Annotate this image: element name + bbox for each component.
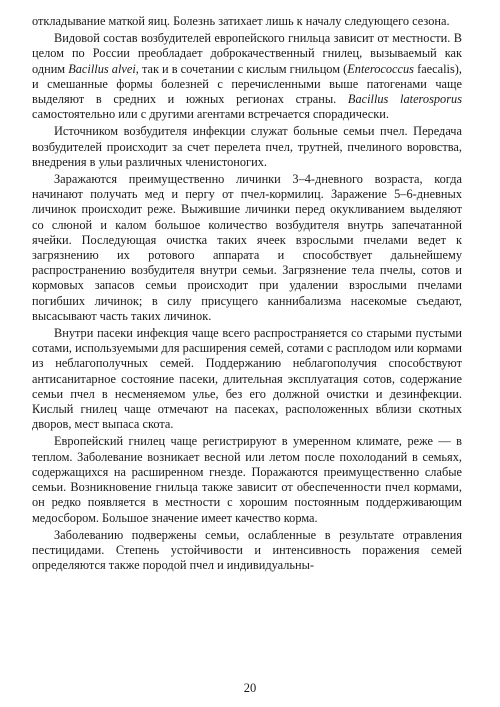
paragraph-continuation: [32, 14, 462, 29]
text-run: Видовой состав возбудителей европейского гнильца зависит от местности. В целом по России преобладает доброкачественный гнилец, вызываемый как одним: [32, 31, 462, 76]
text-run: Заболеванию подвержены семьи, ослабленные в результате отравления пестицидами. Степень устойчивости и интенсивность поражения семей определяются также породой пчел и индивидуальны-: [32, 527, 462, 573]
text-run: Заражаются преимущественно личинки 3–4-дневного возраста, когда начинают получать мед и пергу от пчел-кормилиц. Заражение 5–6-дневных личинок происходит реже. Выжившие личинки перед окукливанием выделяют со слюной и калом большое количество возбудителя внутрь запечатанной ячейки. Последующая очистка таких ячеек взрослыми пчелами ведет к загрязнению их ротового аппарата и способствует дальнейшему распространению возбудителя внутри семьи. Загрязнение тела пчелы, сотов и кормовых запасов семьи происходит при удалении взрослыми пчелами погибших личинок; в силу присущего каннибализма насекомые съедают, высасывают часть таких личинок.: [32, 172, 462, 323]
text-run: Внутри пасеки инфекция чаще всего распространяется со старыми пустыми сотами, используемыми для расширения семей, сотами с расплодом или кормами из неблагополучных семей. Поддержанию неблагополучия способствуют антисанитарное состояние пасеки, длительная эксплуатация сотов, содержание семьи пчел в несменяемом улье, без его должной очистки и дезинфекции. Кислый гнилец чаще отмечают на пасеках, расположенных вблизи скотных дворов, мест выпаса скота.: [32, 326, 462, 432]
paragraph-pathogen-species: [32, 31, 462, 122]
page-number: 20: [243, 681, 257, 695]
latin-species-name: Bacillus alvei: [68, 61, 136, 76]
latin-species-name: Enterococcus: [347, 61, 414, 76]
text-run: Европейский гнилец чаще регистрируют в умеренном климате, реже — в теплом. Заболевание возникает весной или летом после похолоданий в семьях, содержащихся на расширенном гнезде. Поражаются преимущественно слабые семьи. Возникновение гнильца также зависит от обеспеченности пчел кормами, он редко появляется в местности с хорошим постоянным поддерживающим медосбором. Большое значение имеет качество корма.: [32, 434, 462, 525]
text-run: самостоятельно или с другими агентами встречается спорадически.: [32, 107, 389, 122]
text-run: , так и в сочетании с кислым гнильцом (: [135, 61, 348, 76]
paragraph-apiary-spread: [32, 326, 462, 432]
latin-species-name: Bacillus laterosporus: [347, 92, 462, 107]
text-run: откладывание маткой яиц. Болезнь затихает лишь к началу следующего сезона.: [32, 14, 450, 28]
text-run: faecalis), и смешанные формы болезней с перечисленными выше патогенами чаще выделяют в средних и южных регионах страны.: [32, 61, 462, 107]
paragraph-larvae-infection: [32, 172, 462, 324]
paragraph-infection-source: [32, 124, 462, 170]
body-text: [32, 14, 462, 575]
text-run: Источником возбудителя инфекции служат больные семьи пчел. Передача возбудителей происходит за счет перелета пчел, трутней, пчелиного воровства, внедрения в ульи различных членистоногих.: [32, 124, 462, 169]
paragraph-climate: [32, 434, 462, 525]
paragraph-susceptibility: [32, 528, 462, 574]
